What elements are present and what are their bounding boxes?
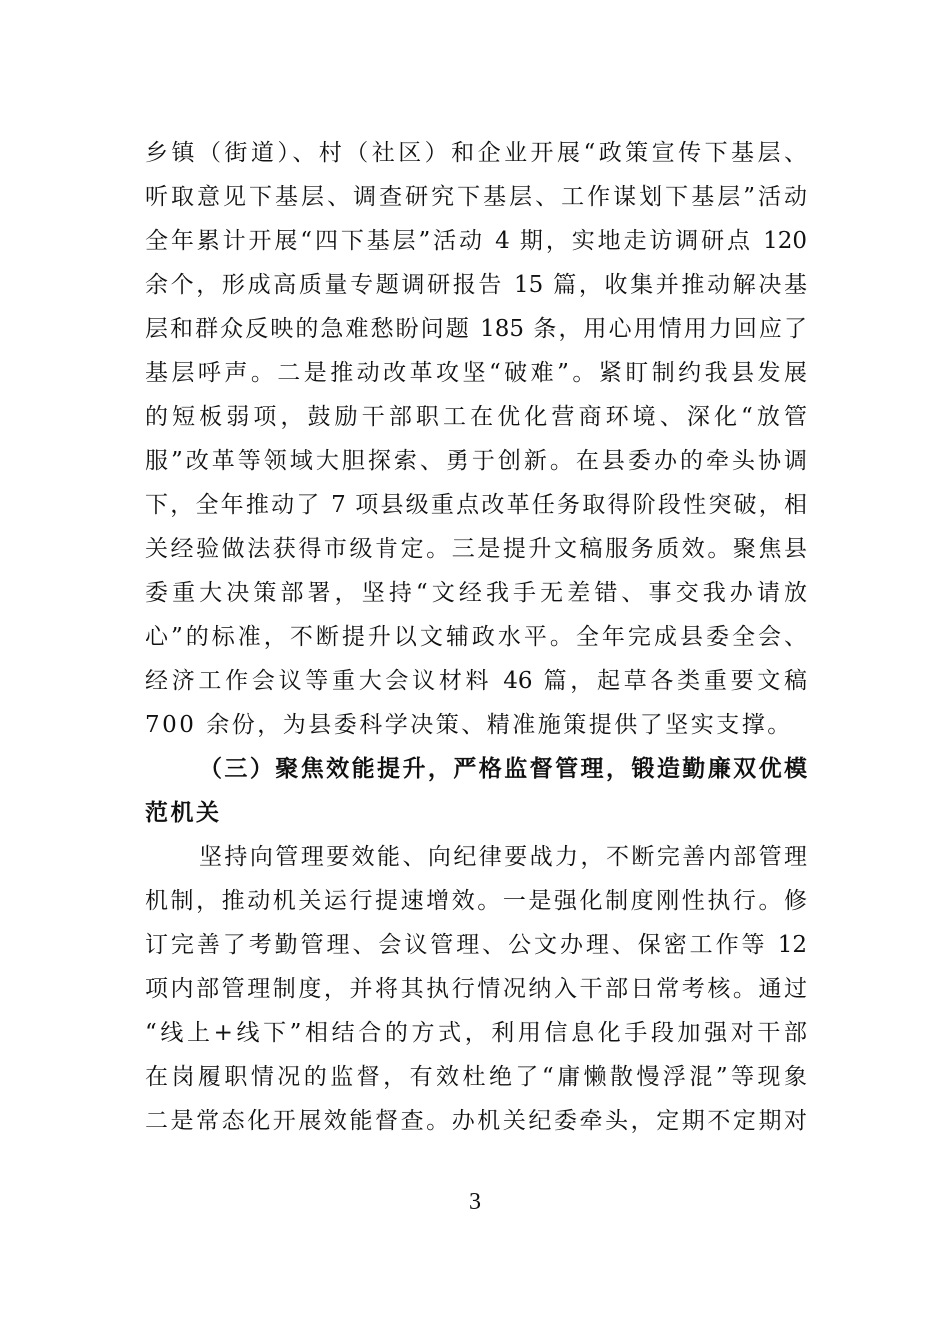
document-body [145,131,807,1143]
section-heading: 范机关 [145,799,222,826]
paragraph-line: 下，全年推动了 7 项县级重点改革任务取得阶段性突破，相 [145,492,807,518]
paragraph-line: 的短板弱项，鼓励干部职工在优化营商环境、深化“放管 [145,404,807,430]
paragraph-line: 机制，推动机关运行提速增效。一是强化制度刚性执行。修 [145,888,807,914]
section-heading: （三）聚焦效能提升，严格监督管理，锻造勤廉双优模 [199,755,807,782]
paragraph-line: 全年累计开展“四下基层”活动 4 期，实地走访调研点 120 [145,228,807,254]
paragraph-line: 层和群众反映的急难愁盼问题 185 条，用心用情用力回应了 [145,316,807,342]
paragraph-line: 余个，形成高质量专题调研报告 15 篇，收集并推动解决基 [145,272,807,298]
paragraph-line: 坚持向管理要效能、向纪律要战力，不断完善内部管理 [199,844,807,870]
paragraph-line: 委重大决策部署，坚持“文经我手无差错、事交我办请放 [145,580,807,606]
paragraph-line: 订完善了考勤管理、会议管理、公文办理、保密工作等 12 [145,932,807,958]
paragraph-line: 乡镇（街道）、村（社区）和企业开展“政策宣传下基层、 [145,140,807,166]
paragraph-line: 700 余份，为县委科学决策、精准施策提供了坚实支撑。 [145,712,793,738]
paragraph-line: “线上+线下”相结合的方式，利用信息化手段加强对干部 [145,1020,807,1046]
paragraph-line: 基层呼声。二是推动改革攻坚“破难”。紧盯制约我县发展 [145,360,807,386]
paragraph-line: 在岗履职情况的监督，有效杜绝了“庸懒散慢浮混”等现象 [145,1064,807,1090]
paragraph-line: 服”改革等领域大胆探索、勇于创新。在县委办的牵头协调 [145,448,807,474]
paragraph-line: 二是常态化开展效能督查。办机关纪委牵头，定期不定期对 [145,1108,807,1134]
paragraph-line: 听取意见下基层、调查研究下基层、工作谋划下基层”活动 [145,184,807,210]
paragraph-line: 经济工作会议等重大会议材料 46 篇，起草各类重要文稿 [145,668,807,694]
page-number: 3 [469,1189,481,1215]
paragraph-line: 心”的标准，不断提升以文辅政水平。全年完成县委全会、 [145,624,807,650]
paragraph-line: 项内部管理制度，并将其执行情况纳入干部日常考核。通过 [145,976,807,1002]
paragraph-line: 关经验做法获得市级肯定。三是提升文稿服务质效。聚焦县 [145,536,807,562]
